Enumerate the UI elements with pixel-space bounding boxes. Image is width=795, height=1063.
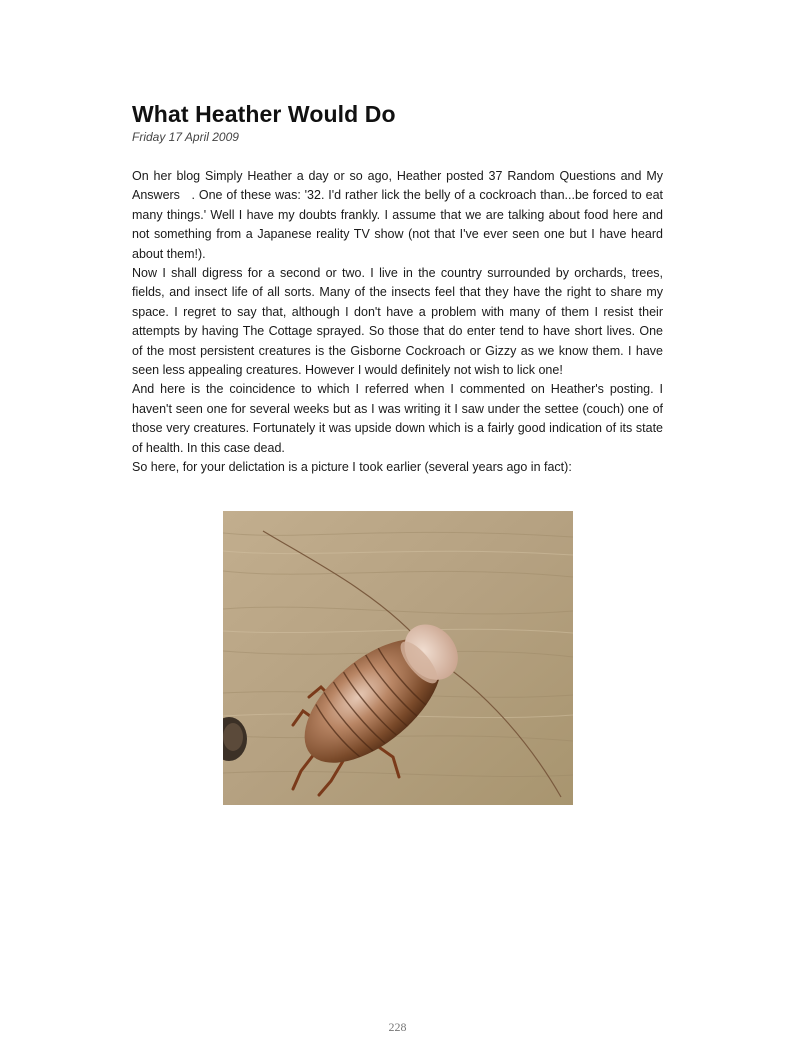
- page-number: 228: [388, 1020, 407, 1034]
- paragraph: And here is the coincidence to which I referred when I commented on Heather's posting. I haven't seen one for several weeks but as I was writing it I saw under the settee (couch) one of those very creatures. Fortunately it was upside down which is a fairly good indication of its state of health. In this case dead.: [132, 382, 663, 455]
- article: [132, 100, 663, 478]
- article-date: Friday 17 April 2009: [132, 130, 239, 144]
- cockroach-photo: [223, 511, 573, 805]
- paragraph: So here, for your delictation is a picture I took earlier (several years ago in fact):: [132, 460, 572, 475]
- article-body: [132, 167, 663, 478]
- article-title: What Heather Would Do: [132, 101, 396, 127]
- paragraph: Now I shall digress for a second or two. I live in the country surrounded by orchards, trees, fields, and insect life of all sorts. Many of the insects feel that they have the right to share my space. I regret to say that, although I don't have a problem with many of them I resist their attempts by having The Cottage sprayed. So those that do enter tend to have short lives. One of the most persistent creatures is the Gisborne Cockroach or Gizzy as we know them. I have seen less appealing creatures. However I would definitely not wish to lick one!: [132, 266, 663, 378]
- paragraph: On her blog Simply Heather a day or so ago, Heather posted 37 Random Questions and My Answers . One of these was: '32. I'd rather lick the belly of a cockroach than...be forced to eat many things.' Well I have my doubts frankly. I assume that we are talking about food here and not something from a Japanese reality TV show (not that I've ever seen one but I have heard about them!).: [132, 169, 663, 261]
